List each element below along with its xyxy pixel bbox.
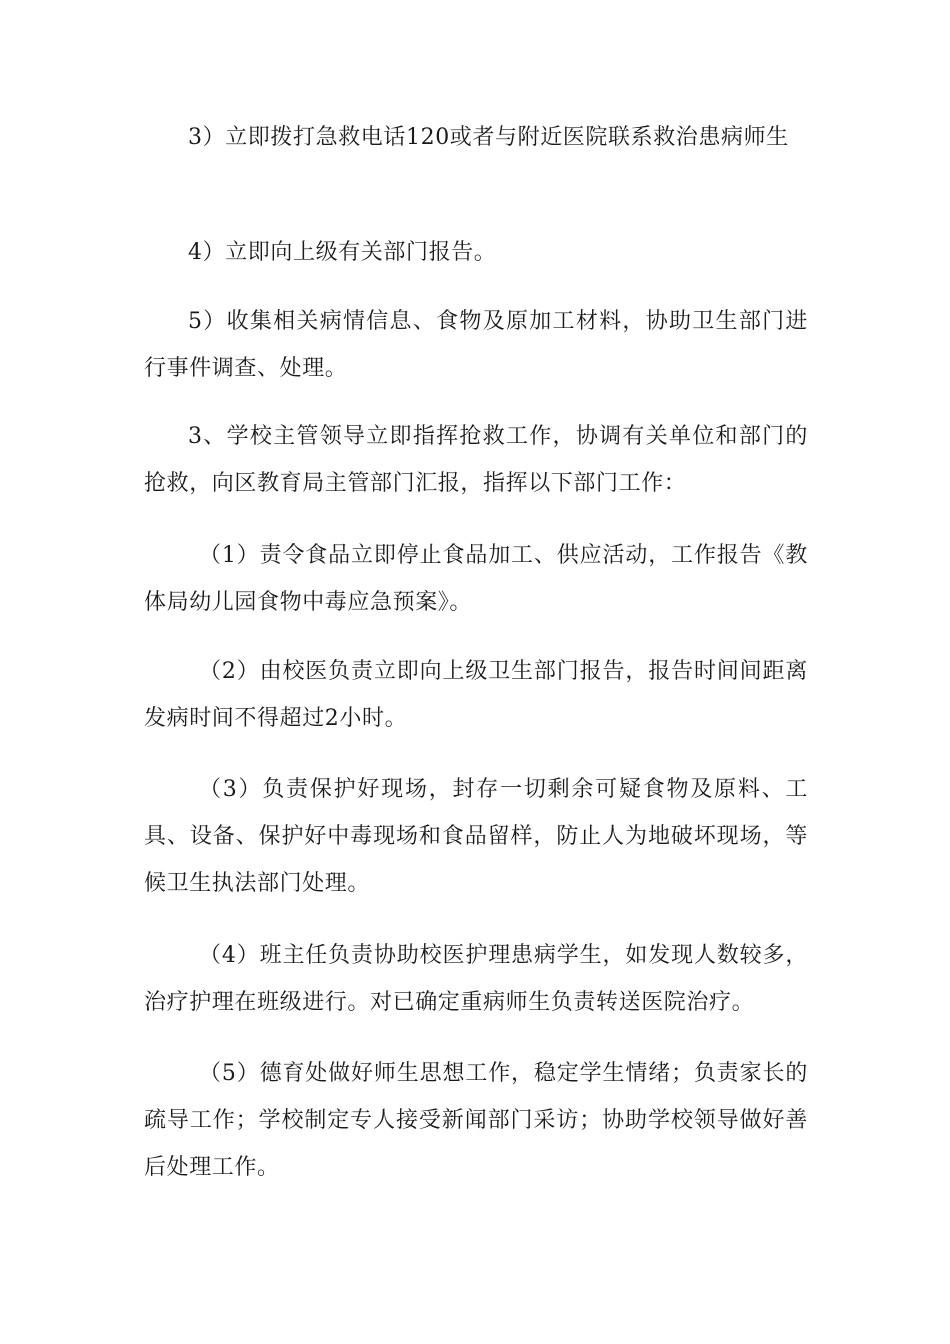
paragraph-item-1: （1）责令食品立即停止食品加工、供应活动，工作报告《教体局幼儿园食物中毒应急预案》。	[144, 543, 808, 615]
paragraph-item-2: （2）由校医负责立即向上级卫生部门报告，报告时间间距离发病时间不得超过2小时。	[144, 659, 808, 731]
paragraph-step-4: 4）立即向上级有关部门报告。	[188, 240, 497, 265]
paragraph-item-3: （3）负责保护好现场，封存一切剩余可疑食物及原料、工具、设备、保护好中毒现场和食品留样，防止人为地破坏现场，等候卫生执法部门处理。	[144, 777, 808, 896]
paragraph-item-5: （5）德育处做好师生思想工作，稳定学生情绪；负责家长的疏导工作；学校制定专人接受新闻部门采访；协助学校领导做好善后处理工作。	[144, 1061, 808, 1180]
paragraph-step-5: 5）收集相关病情信息、食物及原加工材料，协助卫生部门进行事件调查、处理。	[144, 309, 808, 381]
paragraph-item-4: （4）班主任负责协助校医护理患病学生，如发现人数较多，治疗护理在班级进行。对已确定重病师生负责转送医院治疗。	[144, 943, 808, 1015]
paragraph-section-3: 3、学校主管领导立即指挥抢救工作，协调有关单位和部门的抢救，向区教育局主管部门汇报，指挥以下部门工作：	[144, 424, 808, 496]
paragraph-step-3: 3）立即拨打急救电话120或者与附近医院联系救治患病师生	[188, 125, 789, 150]
